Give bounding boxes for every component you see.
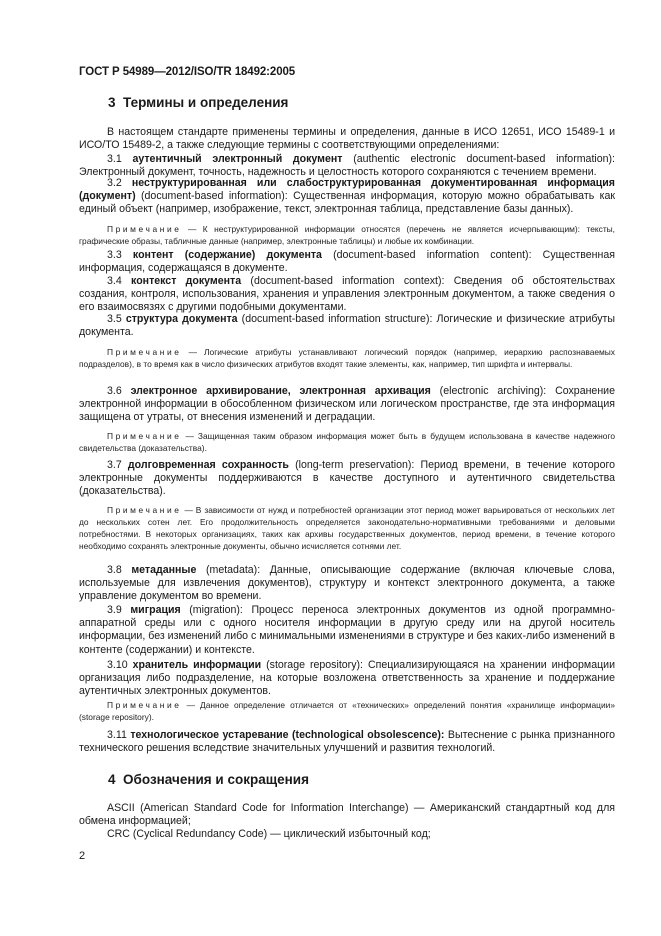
note-text: — Защищенная таким образом информация может быть в будущем использована в качестве надежного свидетельства (доказательства). <box>79 431 615 454</box>
note-3-5 <box>79 346 615 370</box>
term-3-1 <box>79 153 615 179</box>
abbreviation-text: ASCII (American Standard Code for Information Interchange) — Американский стандартный код для обмена информацией; <box>79 802 615 828</box>
term-number: 3.2 <box>107 177 122 189</box>
term-definition: (document-based information): Существенная информация, которую можно обрабатывать как единый объект (например, изображение, текст, электронная таблица, представление базы данных). <box>79 190 615 216</box>
term-3-6 <box>79 385 615 425</box>
section-3-number: 3 <box>108 95 116 110</box>
note-text: — Логические атрибуты устанавливают логический порядок (например, иерархию распознаваемых подразделов), в то время как в число физических атрибутов входят такие элементы, как, например, тип шрифта и интервалы. <box>79 347 615 370</box>
term-number: 3.1 <box>107 153 122 165</box>
note-label: Примечание <box>107 431 182 441</box>
intro-paragraph <box>79 126 615 152</box>
term-3-8 <box>79 564 615 604</box>
note-3-10 <box>79 699 615 723</box>
term-definition: (electronic archiving): Сохранение электронной информации в обособленном физическом или логическом пространстве, где эта информация защищена от утраты, от внесения изменений и деградации. <box>79 385 615 424</box>
term-name: долговременная сохранность <box>127 459 289 471</box>
term-3-4 <box>79 275 615 315</box>
term-definition: (migration): Процесс переноса электронных документов из одной программно-аппаратной среды или с одного носителя информации в другую среду или на другой носитель информации, без изменений либо с минимальными изменениями в структуре и без каких-либо изменений в контенте (содержании) и контексте. <box>79 604 615 656</box>
note-3-6 <box>79 430 615 454</box>
term-name: технологическое устаревание <box>130 729 289 741</box>
term-name: миграция <box>130 604 181 616</box>
term-number: 3.10 <box>107 659 128 671</box>
term-definition: (document-based information structure): Логические и физические атрибуты документа. <box>79 313 615 339</box>
term-english: (technological obsolescence): <box>288 729 445 741</box>
section-4-heading <box>108 772 309 787</box>
abbreviation-ascii <box>79 802 615 828</box>
term-name: контекст документа <box>131 275 242 287</box>
abbreviation-text: CRC (Cyclical Redundancy Code) — циклический избыточный код; <box>107 828 431 840</box>
term-number: 3.5 <box>107 313 122 325</box>
term-definition: (long-term preservation): Период времени, в течение которого электронные документы поддерживаются в качестве доступного и аутентичного свидетельства (доказательства). <box>79 459 615 498</box>
note-3-7 <box>79 504 615 552</box>
intro-text: В настоящем стандарте применены термины и определения, данные в ИСО 12651, ИСО 15489-1 и ИСО/ТО 15489-2, а также следующие термины с соответствующими определениями: <box>79 126 615 152</box>
section-3-heading <box>108 95 288 110</box>
term-number: 3.6 <box>107 385 122 397</box>
term-name: контент (содержание) документа <box>132 249 322 261</box>
note-text: — Данное определение отличается от «технических» определений понятия «хранилище информации» (storage repository). <box>79 700 615 723</box>
note-3-2 <box>79 223 615 247</box>
section-4-number: 4 <box>108 772 116 787</box>
section-3-title: Термины и определения <box>123 95 289 110</box>
term-definition: (authentic electronic document-based information): Электронный документ, точность, надежность и целостность которого сохраняются с течением времени. <box>79 153 615 179</box>
term-number: 3.7 <box>107 459 122 471</box>
note-label: Примечание <box>107 347 182 357</box>
term-3-7 <box>79 459 615 499</box>
term-name: аутентичный электронный документ <box>132 153 343 165</box>
term-3-5 <box>79 313 615 339</box>
term-number: 3.4 <box>107 275 122 287</box>
section-4-title: Обозначения и сокращения <box>123 772 309 787</box>
term-name: структура документа <box>125 313 238 325</box>
term-3-2 <box>79 177 615 217</box>
document-header: ГОСТ Р 54989—2012/ISO/TR 18492:2005 <box>79 66 296 78</box>
term-definition: (document-based information context): Сведения об обстоятельствах создания, контроля, использования, хранения и управления электронным документом, а также сведения о его взаимосвязях с другими подобными документами. <box>79 275 615 314</box>
page-number: 2 <box>79 850 86 862</box>
term-3-10 <box>79 659 615 699</box>
term-name: неструктурированная или слабоструктурированная документированная информация (документ) <box>79 177 615 203</box>
note-text: — К неструктурированной информации относятся (перечень не является исчерпывающим): тексты, графические образы, табличные данные (например, электронные таблицы) и любые их комбинации. <box>79 224 615 247</box>
term-number: 3.11 <box>107 729 127 741</box>
term-name: электронное архивирование, электронная архивация <box>130 385 431 397</box>
note-label: Примечание <box>107 505 182 515</box>
term-definition: (metadata): Данные, описывающие содержание (включая ключевые слова, используемые для извлечения документов), структуру и контекст электронного документа, а также управление документом во времени. <box>79 564 615 603</box>
term-number: 3.3 <box>107 249 122 261</box>
term-number: 3.9 <box>107 604 122 616</box>
note-text: — В зависимости от нужд и потребностей организации этот период может варьироваться от нескольких лет до нескольких сотен лет. Его продолжительность определяется законодательно-нормативными требованиями и деловыми потребностями. В некоторых организациях, таких как архивы государственных документов, период времени, в течение которого необходимо сохранять электронные документы, обычно исчисляется сотнями лет. <box>79 505 615 552</box>
term-3-9 <box>79 604 615 657</box>
note-label: Примечание <box>107 224 182 234</box>
term-number: 3.8 <box>107 564 122 576</box>
abbreviation-crc <box>79 828 615 841</box>
note-label: Примечание <box>107 700 182 710</box>
term-name: хранитель информации <box>132 659 262 671</box>
term-definition: (storage repository): Специализирующаяся на хранении информации организация либо подразделение, на которые возложена ответственность за хранение и поддержание аутентичных электронных документов. <box>79 659 615 698</box>
term-3-11 <box>79 729 615 755</box>
term-definition: Вытеснение с рынка признанного технического решения вследствие значительных улучшений и развития технологий. <box>79 729 615 755</box>
term-3-3 <box>79 249 615 275</box>
term-name: метаданные <box>131 564 197 576</box>
term-definition: (document-based information content): Существенная информация, содержащаяся в документе. <box>79 249 615 275</box>
